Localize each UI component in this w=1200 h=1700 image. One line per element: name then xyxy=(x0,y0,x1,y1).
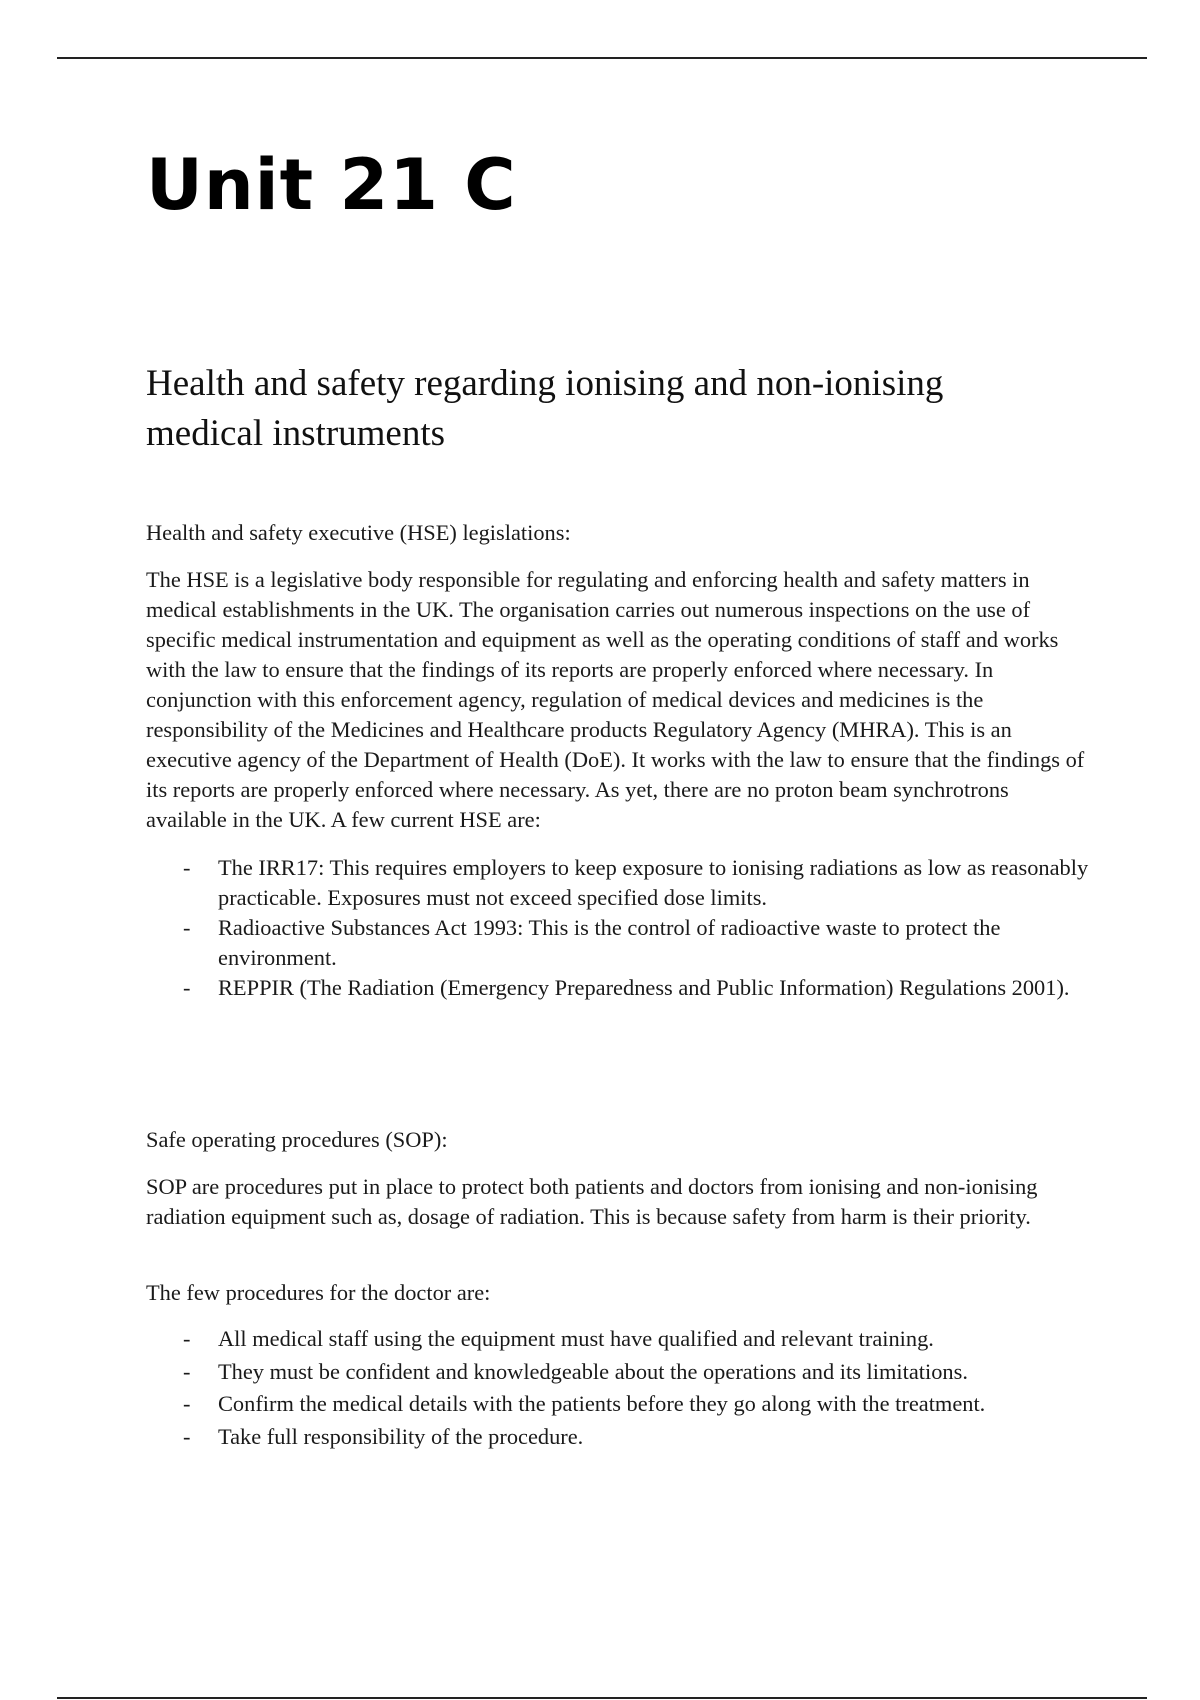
bullet-dash: - xyxy=(183,975,191,1000)
list-item-text: All medical staff using the equipment must have qualified and relevant training. xyxy=(218,1326,934,1351)
bullet-dash: - xyxy=(183,915,191,940)
list-item xyxy=(146,853,1096,913)
list-item xyxy=(146,1323,1096,1356)
bullet-dash: - xyxy=(183,855,191,880)
document-subtitle: Health and safety regarding ionising and non-ionising medical instruments xyxy=(146,363,944,454)
list-item xyxy=(146,973,1096,1003)
list-item-text: Take full responsibility of the procedure. xyxy=(218,1423,584,1449)
section-heading-hse: Health and safety executive (HSE) legislations: xyxy=(146,520,571,545)
list-item-text: Radioactive Substances Act 1993: This is the control of radioactive waste to protect the environment. xyxy=(218,915,1001,970)
section-heading-sop: Safe operating procedures (SOP): xyxy=(146,1127,448,1152)
list-item-text: The IRR17: This requires employers to keep exposure to ionising radiations as low as reasonably practicable. Exposures must not exceed specified dose limits. xyxy=(218,855,1089,910)
doctor-procedures-list xyxy=(146,1323,1096,1453)
list-item xyxy=(146,1356,1096,1389)
bullet-dash: - xyxy=(183,1391,191,1416)
list-item xyxy=(146,1388,1096,1421)
section-paragraph-sop: SOP are procedures put in place to protect both patients and doctors from ionising and non-ionising radiation equipment such as, dosage of radiation. This is because safety from harm is their priority. xyxy=(146,1174,1038,1229)
footer-rule xyxy=(57,1697,1147,1699)
hse-legislation-list xyxy=(146,853,1096,1003)
section-paragraph-hse: The HSE is a legislative body responsible for regulating and enforcing health and safety matters in medical establishments in the UK. The organisation carries out numerous inspections on the use of specific medical instrumentation and equipment as well as the operating conditions of staff and works with the law to ensure that the findings of its reports are properly enforced where necessary. In conjunction with this enforcement agency, regulation of medical devices and medicines is the responsibility of the Medicines and Healthcare products Regulatory Agency (MHRA). This is an executive agency of the Department of Health (DoE). It works with the law to ensure that the findings of its reports are properly enforced where necessary. As yet, there are no proton beam synchrotrons available in the UK. A few current HSE are: xyxy=(146,567,1085,832)
list-item-text: REPPIR (The Radiation (Emergency Preparedness and Public Information) Regulations 2001). xyxy=(218,975,1070,1000)
list-item xyxy=(146,1421,1096,1454)
bullet-dash: - xyxy=(183,1423,191,1449)
header-rule xyxy=(57,57,1147,59)
list-item xyxy=(146,913,1096,973)
section-paragraph-sop-intro: The few procedures for the doctor are: xyxy=(146,1280,491,1305)
bullet-dash: - xyxy=(183,1326,191,1351)
bullet-dash: - xyxy=(183,1358,191,1384)
document-title: Unit 21 C xyxy=(146,144,517,226)
list-item-text: Confirm the medical details with the patients before they go along with the treatment. xyxy=(218,1391,986,1416)
list-item-text: They must be confident and knowledgeable about the operations and its limitations. xyxy=(218,1358,968,1384)
